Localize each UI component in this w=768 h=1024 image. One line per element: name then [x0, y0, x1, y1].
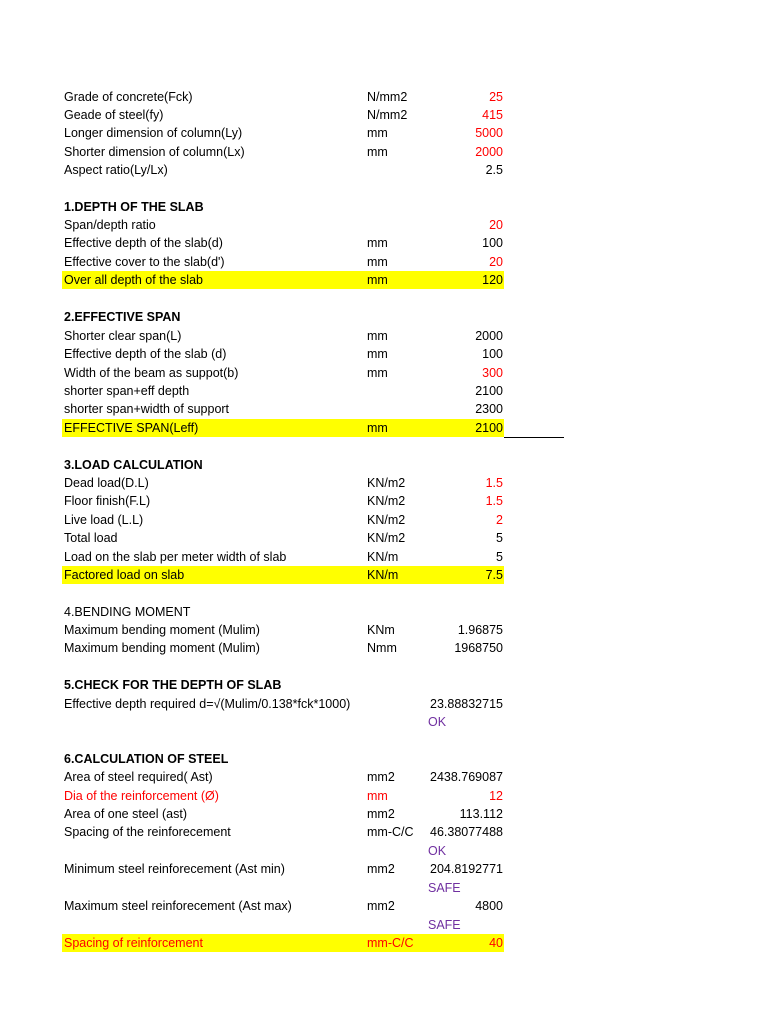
section-heading: 3.LOAD CALCULATION [64, 458, 203, 472]
row-unit: mm [367, 255, 388, 269]
row-label: Factored load on slab [64, 568, 185, 582]
section-heading: 5.CHECK FOR THE DEPTH OF SLAB [64, 678, 282, 692]
sheet-row [62, 805, 504, 823]
sheet-row [62, 768, 504, 786]
sheet-row [62, 106, 504, 124]
row-value: 100 [482, 347, 503, 361]
underline-mark [504, 437, 564, 438]
row-label: Shorter dimension of column(Lx) [64, 145, 245, 159]
row-label: Width of the beam as suppot(b) [64, 366, 239, 380]
sheet-row [62, 695, 504, 713]
sheet-row [62, 639, 504, 657]
section-heading-row [62, 456, 504, 474]
row-label: Geade of steel(fy) [64, 108, 164, 122]
section-heading-row [62, 198, 504, 216]
row-unit: KNm [367, 623, 395, 637]
sheet-row [62, 511, 504, 529]
row-unit: N/mm2 [367, 90, 408, 104]
row-unit: mm [367, 273, 388, 287]
row-unit: mm2 [367, 862, 395, 876]
row-value: 113.112 [459, 807, 503, 821]
highlighted-result-row [62, 419, 504, 437]
row-unit: mm [367, 421, 388, 435]
row-value: 1.5 [485, 476, 503, 490]
row-value: 2438.769087 [430, 770, 503, 784]
row-value: 1968750 [454, 641, 503, 655]
row-unit: KN/m2 [367, 494, 406, 508]
row-label: Area of steel required( Ast) [64, 770, 213, 784]
sheet-row [62, 713, 504, 731]
row-unit: mm-C/C [367, 936, 414, 950]
row-value: 2000 [475, 329, 503, 343]
sheet-row [62, 161, 504, 179]
row-unit: mm [367, 145, 388, 159]
row-label: Effective depth of the slab (d) [64, 347, 227, 361]
row-unit: mm [367, 236, 388, 250]
sheet-row [62, 253, 504, 271]
row-value: 204.8192771 [430, 862, 503, 876]
sheet-row [62, 327, 504, 345]
row-label: Total load [64, 531, 118, 545]
row-value: 1.96875 [457, 623, 503, 637]
row-value: 2.5 [485, 163, 503, 177]
row-label: shorter span+width of support [64, 402, 230, 416]
sheet-row [62, 603, 504, 621]
row-unit: mm [367, 789, 388, 803]
sheet-row [62, 879, 504, 897]
row-unit: mm [367, 366, 388, 380]
row-label: Effective cover to the slab(d') [64, 255, 225, 269]
row-value: 2 [496, 513, 503, 527]
row-label: 4.BENDING MOMENT [64, 605, 191, 619]
status-text: SAFE [428, 881, 461, 895]
sheet-row [62, 787, 504, 805]
row-value: 46.38077488 [430, 825, 503, 839]
row-unit: N/mm2 [367, 108, 408, 122]
status-text: SAFE [428, 918, 461, 932]
row-unit: mm-C/C [367, 825, 414, 839]
sheet-row [62, 492, 504, 510]
section-heading: 1.DEPTH OF THE SLAB [64, 200, 204, 214]
sheet-row [62, 143, 504, 161]
row-label: shorter span+eff depth [64, 384, 190, 398]
row-label: Shorter clear span(L) [64, 329, 182, 343]
section-heading: 2.EFFECTIVE SPAN [64, 310, 181, 324]
highlighted-result-row [62, 566, 504, 584]
row-value: 40 [489, 936, 503, 950]
row-label: Dia of the reinforcement (Ø) [64, 789, 219, 803]
row-value: 23.88832715 [430, 697, 503, 711]
row-label: EFFECTIVE SPAN(Leff) [64, 421, 199, 435]
row-label: Spacing of reinforcement [64, 936, 203, 950]
sheet-row [62, 216, 504, 234]
sheet-row [62, 88, 504, 106]
sheet-row [62, 474, 504, 492]
row-value: 415 [482, 108, 503, 122]
row-unit: KN/m2 [367, 513, 406, 527]
row-value: 100 [482, 236, 503, 250]
status-text: OK [428, 715, 447, 729]
row-value: 1.5 [485, 494, 503, 508]
sheet-row [62, 860, 504, 878]
row-label: Live load (L.L) [64, 513, 144, 527]
row-label: Effective depth required d=√(Mulim/0.138*fck*1000) [64, 697, 351, 711]
row-unit: KN/m [367, 550, 399, 564]
row-unit: mm [367, 329, 388, 343]
row-value: 7.5 [485, 568, 503, 582]
row-unit: mm [367, 347, 388, 361]
sheet-row [62, 400, 504, 418]
sheet-row [62, 897, 504, 915]
highlighted-result-row [62, 271, 504, 289]
row-label: Longer dimension of column(Ly) [64, 126, 243, 140]
section-heading: 6.CALCULATION OF STEEL [64, 752, 229, 766]
row-value: 4800 [475, 899, 503, 913]
row-unit: mm [367, 126, 388, 140]
row-label: Floor finish(F.L) [64, 494, 151, 508]
row-unit: KN/m2 [367, 531, 406, 545]
row-value: 2300 [475, 402, 503, 416]
row-label: Load on the slab per meter width of slab [64, 550, 287, 564]
sheet-row [62, 345, 504, 363]
section-heading-row [62, 308, 504, 326]
row-label: Effective depth of the slab(d) [64, 236, 223, 250]
row-value: 2100 [475, 421, 503, 435]
sheet-row [62, 823, 504, 841]
row-unit: mm2 [367, 807, 395, 821]
row-label: Span/depth ratio [64, 218, 156, 232]
row-label: Maximum bending moment (Mulim) [64, 641, 260, 655]
section-heading-row [62, 676, 504, 694]
sheet-row [62, 124, 504, 142]
sheet-row [62, 842, 504, 860]
row-label: Maximum bending moment (Mulim) [64, 623, 260, 637]
row-unit: Nmm [367, 641, 397, 655]
sheet-row [62, 916, 504, 934]
row-label: Maximum steel reinforecement (Ast max) [64, 899, 292, 913]
row-label: Aspect ratio(Ly/Lx) [64, 163, 168, 177]
row-label: Spacing of the reinforecement [64, 825, 231, 839]
section-heading-row [62, 750, 504, 768]
sheet-row [62, 234, 504, 252]
row-value: 20 [489, 218, 503, 232]
row-label: Dead load(D.L) [64, 476, 149, 490]
row-value: 5 [496, 531, 503, 545]
row-unit: mm2 [367, 899, 395, 913]
row-value: 120 [482, 273, 503, 287]
row-label: Over all depth of the slab [64, 273, 203, 287]
row-label: Area of one steel (ast) [64, 807, 187, 821]
row-label: Minimum steel reinforecement (Ast min) [64, 862, 285, 876]
sheet-row [62, 529, 504, 547]
row-value: 20 [489, 255, 503, 269]
row-value: 25 [489, 90, 503, 104]
row-value: 300 [482, 366, 503, 380]
row-unit: mm2 [367, 770, 395, 784]
row-unit: KN/m [367, 568, 399, 582]
row-value: 2100 [475, 384, 503, 398]
row-value: 2000 [475, 145, 503, 159]
status-text: OK [428, 844, 447, 858]
highlighted-result-row [62, 934, 504, 952]
row-label: Grade of concrete(Fck) [64, 90, 193, 104]
sheet-row [62, 548, 504, 566]
sheet-row [62, 621, 504, 639]
row-value: 5 [496, 550, 503, 564]
sheet-row [62, 382, 504, 400]
row-value: 5000 [475, 126, 503, 140]
sheet-row [62, 364, 504, 382]
row-value: 12 [489, 789, 503, 803]
row-unit: KN/m2 [367, 476, 406, 490]
